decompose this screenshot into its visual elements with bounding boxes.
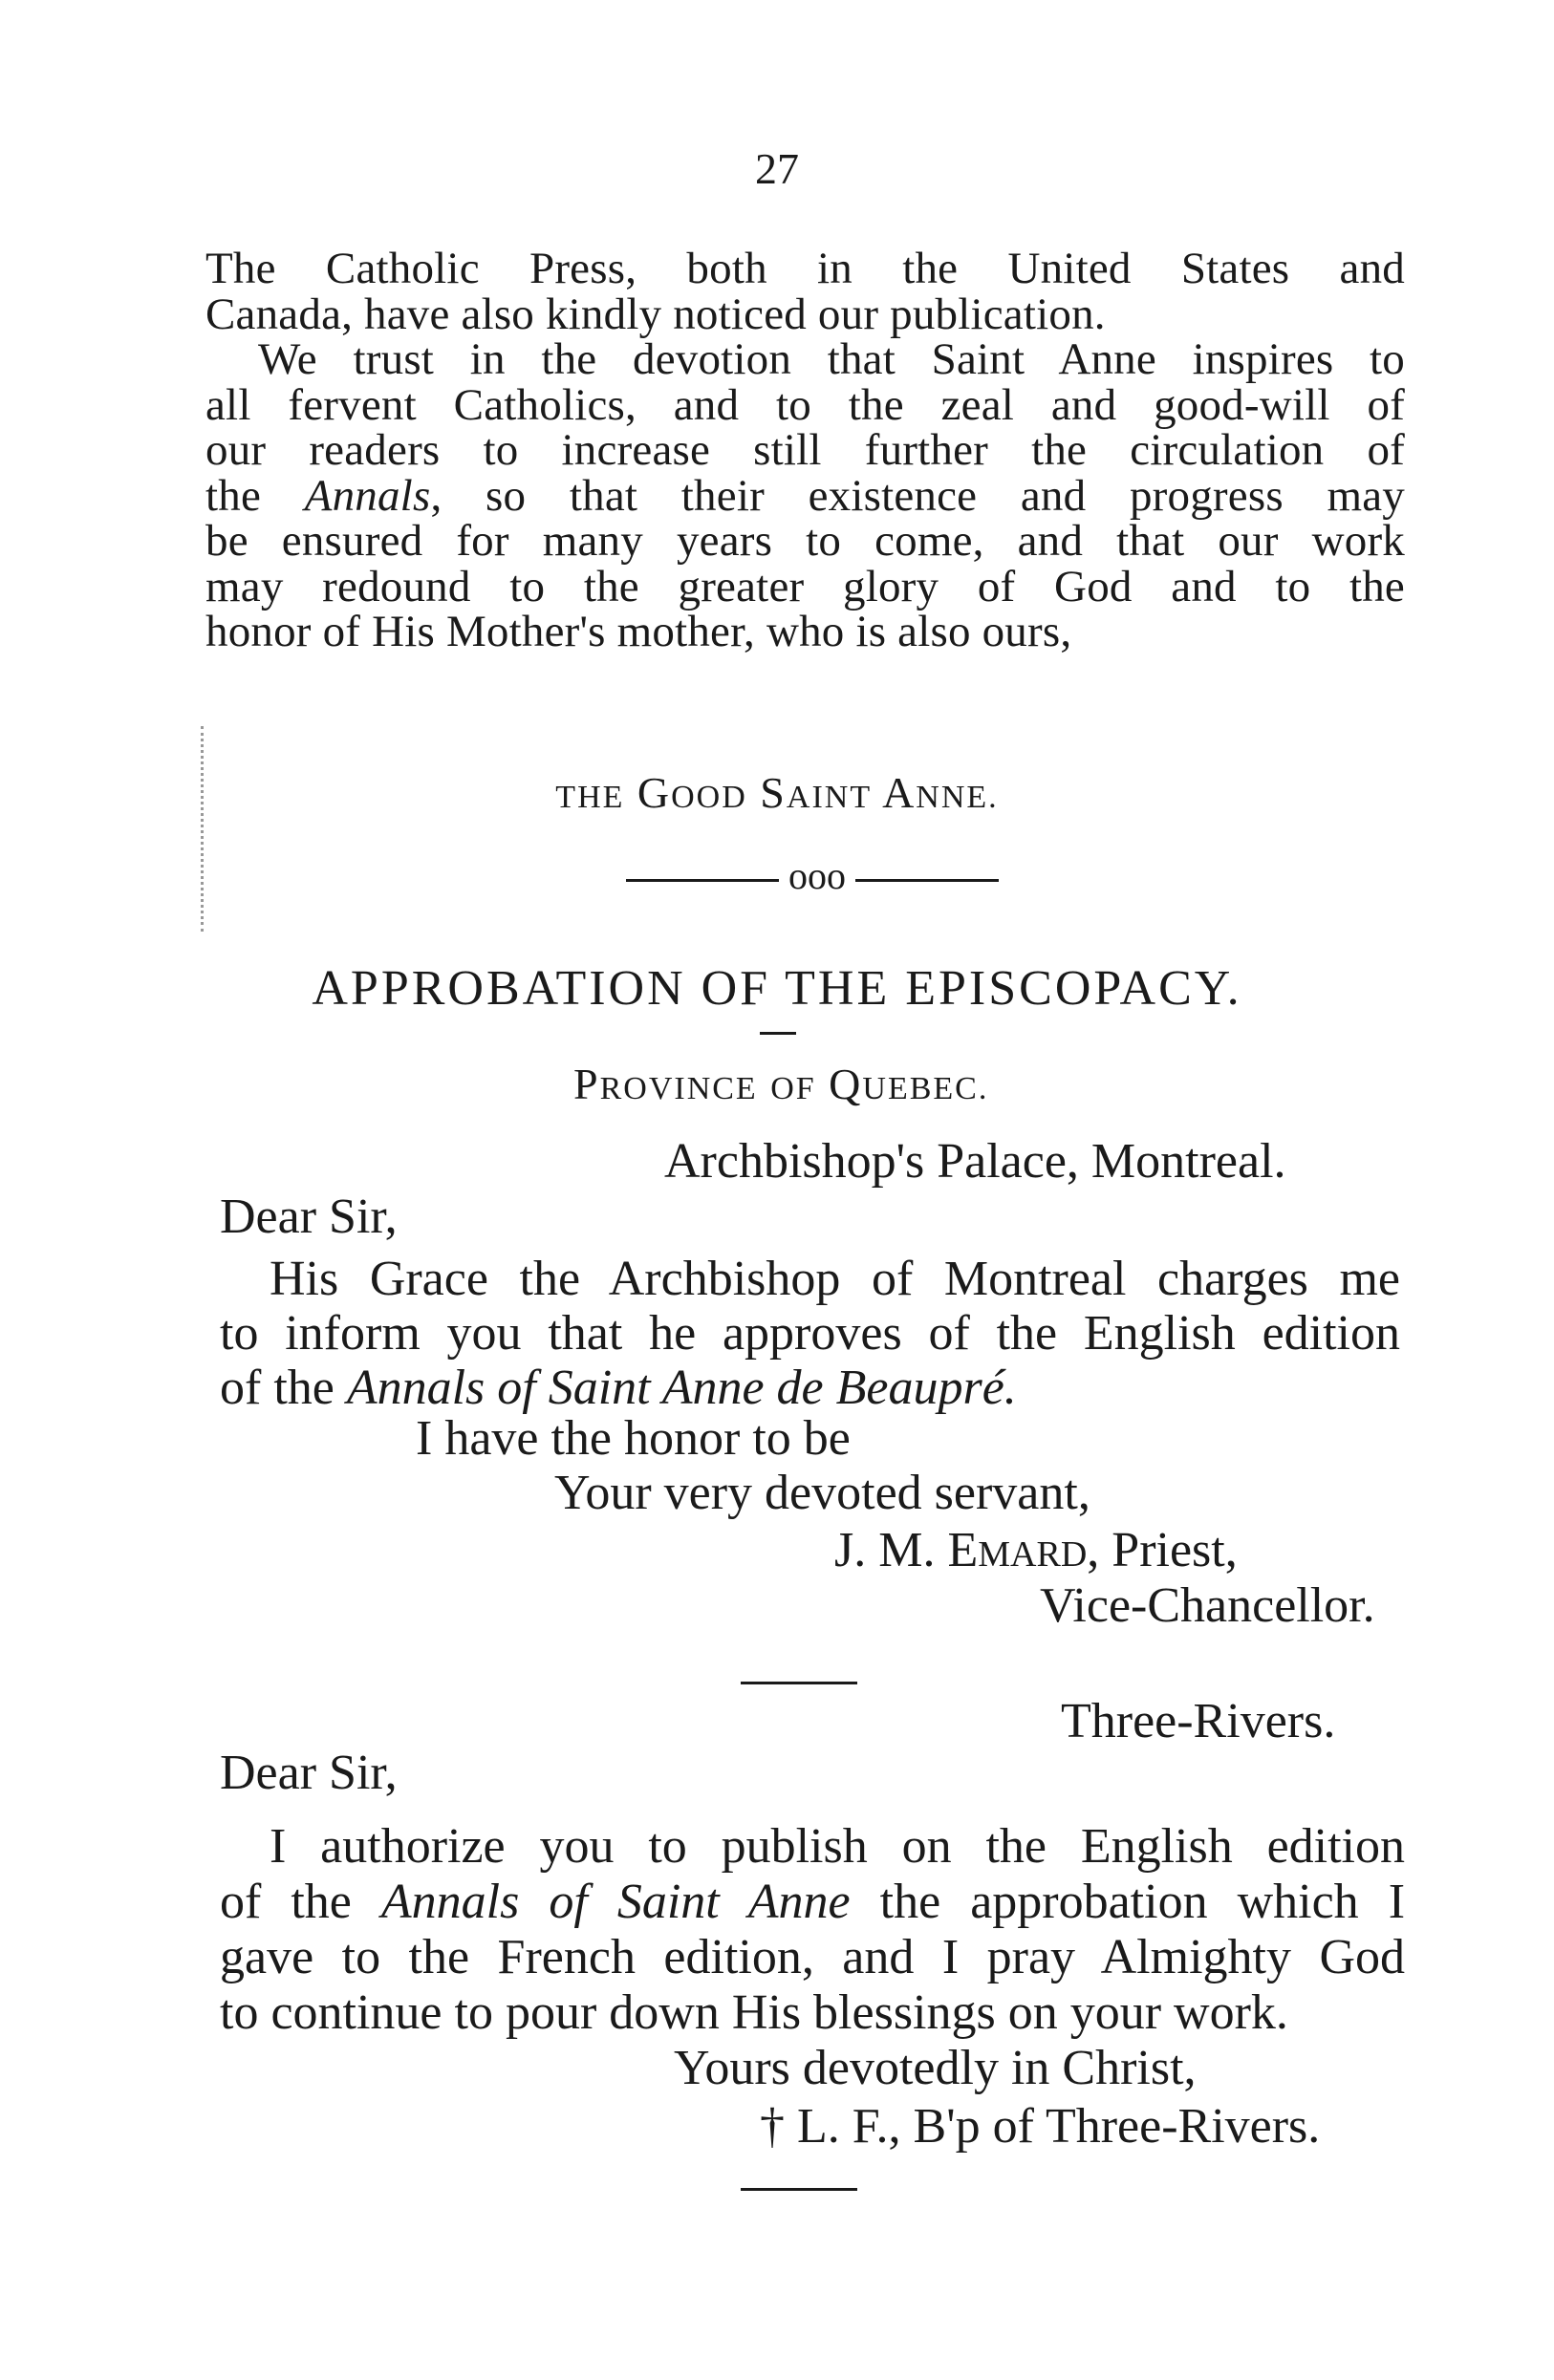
letter2-line: I authorize you to publish on the English edition bbox=[270, 1819, 1405, 1874]
divider-rule-left bbox=[626, 879, 779, 882]
intro-line: our readers to increase still further the circulation of bbox=[205, 425, 1405, 475]
intro-line: be ensured for many years to come, and that our work bbox=[205, 516, 1405, 566]
letter1-place: Archbishop's Palace, Montreal. bbox=[664, 1134, 1286, 1189]
intro-line: the Annals, so that their existence and progress may bbox=[205, 470, 1405, 521]
letter1-province: PROVINCE OF QUEBEC. bbox=[573, 1060, 989, 1108]
divider-rule-right bbox=[855, 879, 999, 882]
intro-line: The Catholic Press, both in the United States and bbox=[205, 244, 1405, 293]
intro-line: We trust in the devotion that Saint Anne inspires to bbox=[258, 334, 1405, 384]
intro-line: honor of His Mother's mother, who is also ours, bbox=[205, 607, 1072, 656]
letter1-closing: I have the honor to be bbox=[416, 1411, 851, 1466]
letter2-salutation: Dear Sir, bbox=[220, 1746, 398, 1800]
cross-symbol: † bbox=[760, 2099, 785, 2154]
letter1-signature-title: Vice-Chancellor. bbox=[1040, 1578, 1375, 1633]
letter2-line: gave to the French edition, and I pray Almighty God bbox=[220, 1930, 1405, 1984]
letter2-signature: † L. F., B'p of Three-Rivers. bbox=[760, 2099, 1321, 2154]
letter1-line: His Grace the Archbishop of Montreal charges me bbox=[270, 1252, 1400, 1306]
heading-short-rule bbox=[760, 1032, 796, 1035]
letters-separator-rule bbox=[741, 1682, 857, 1684]
letter2-line: to continue to pour down His blessings on your work. bbox=[220, 1985, 1288, 2040]
letter2-place: Three-Rivers. bbox=[1061, 1694, 1336, 1748]
page-number: 27 bbox=[755, 144, 799, 193]
letter1-line: of the Annals of Saint Anne de Beaupré. bbox=[220, 1361, 1017, 1415]
divider-ornament: ooo bbox=[788, 854, 846, 897]
letter2-line: of the Annals of Saint Anne the approbation which I bbox=[220, 1875, 1406, 1929]
intro-line: may redound to the greater glory of God and to the bbox=[205, 561, 1405, 611]
letter1-closing-servant: Your very devoted servant, bbox=[554, 1466, 1090, 1520]
intro-line: all fervent Catholics, and to the zeal and good-will of bbox=[205, 379, 1405, 430]
intro-line: Canada, have also kindly noticed our publication. bbox=[205, 289, 1106, 339]
letter1-line: to inform you that he approves of the English edition bbox=[220, 1306, 1400, 1361]
letter1-salutation: Dear Sir, bbox=[220, 1190, 398, 1244]
letter2-closing: Yours devotedly in Christ, bbox=[674, 2041, 1197, 2095]
section-heading: APPROBATION OF THE EPISCOPACY. bbox=[312, 961, 1242, 1016]
intro-signature: THE GOOD SAINT ANNE. bbox=[555, 768, 999, 817]
margin-dots bbox=[201, 726, 204, 932]
letter1-signature-name: J. M. EMARD, Priest, bbox=[834, 1523, 1238, 1577]
bottom-rule bbox=[741, 2188, 857, 2191]
